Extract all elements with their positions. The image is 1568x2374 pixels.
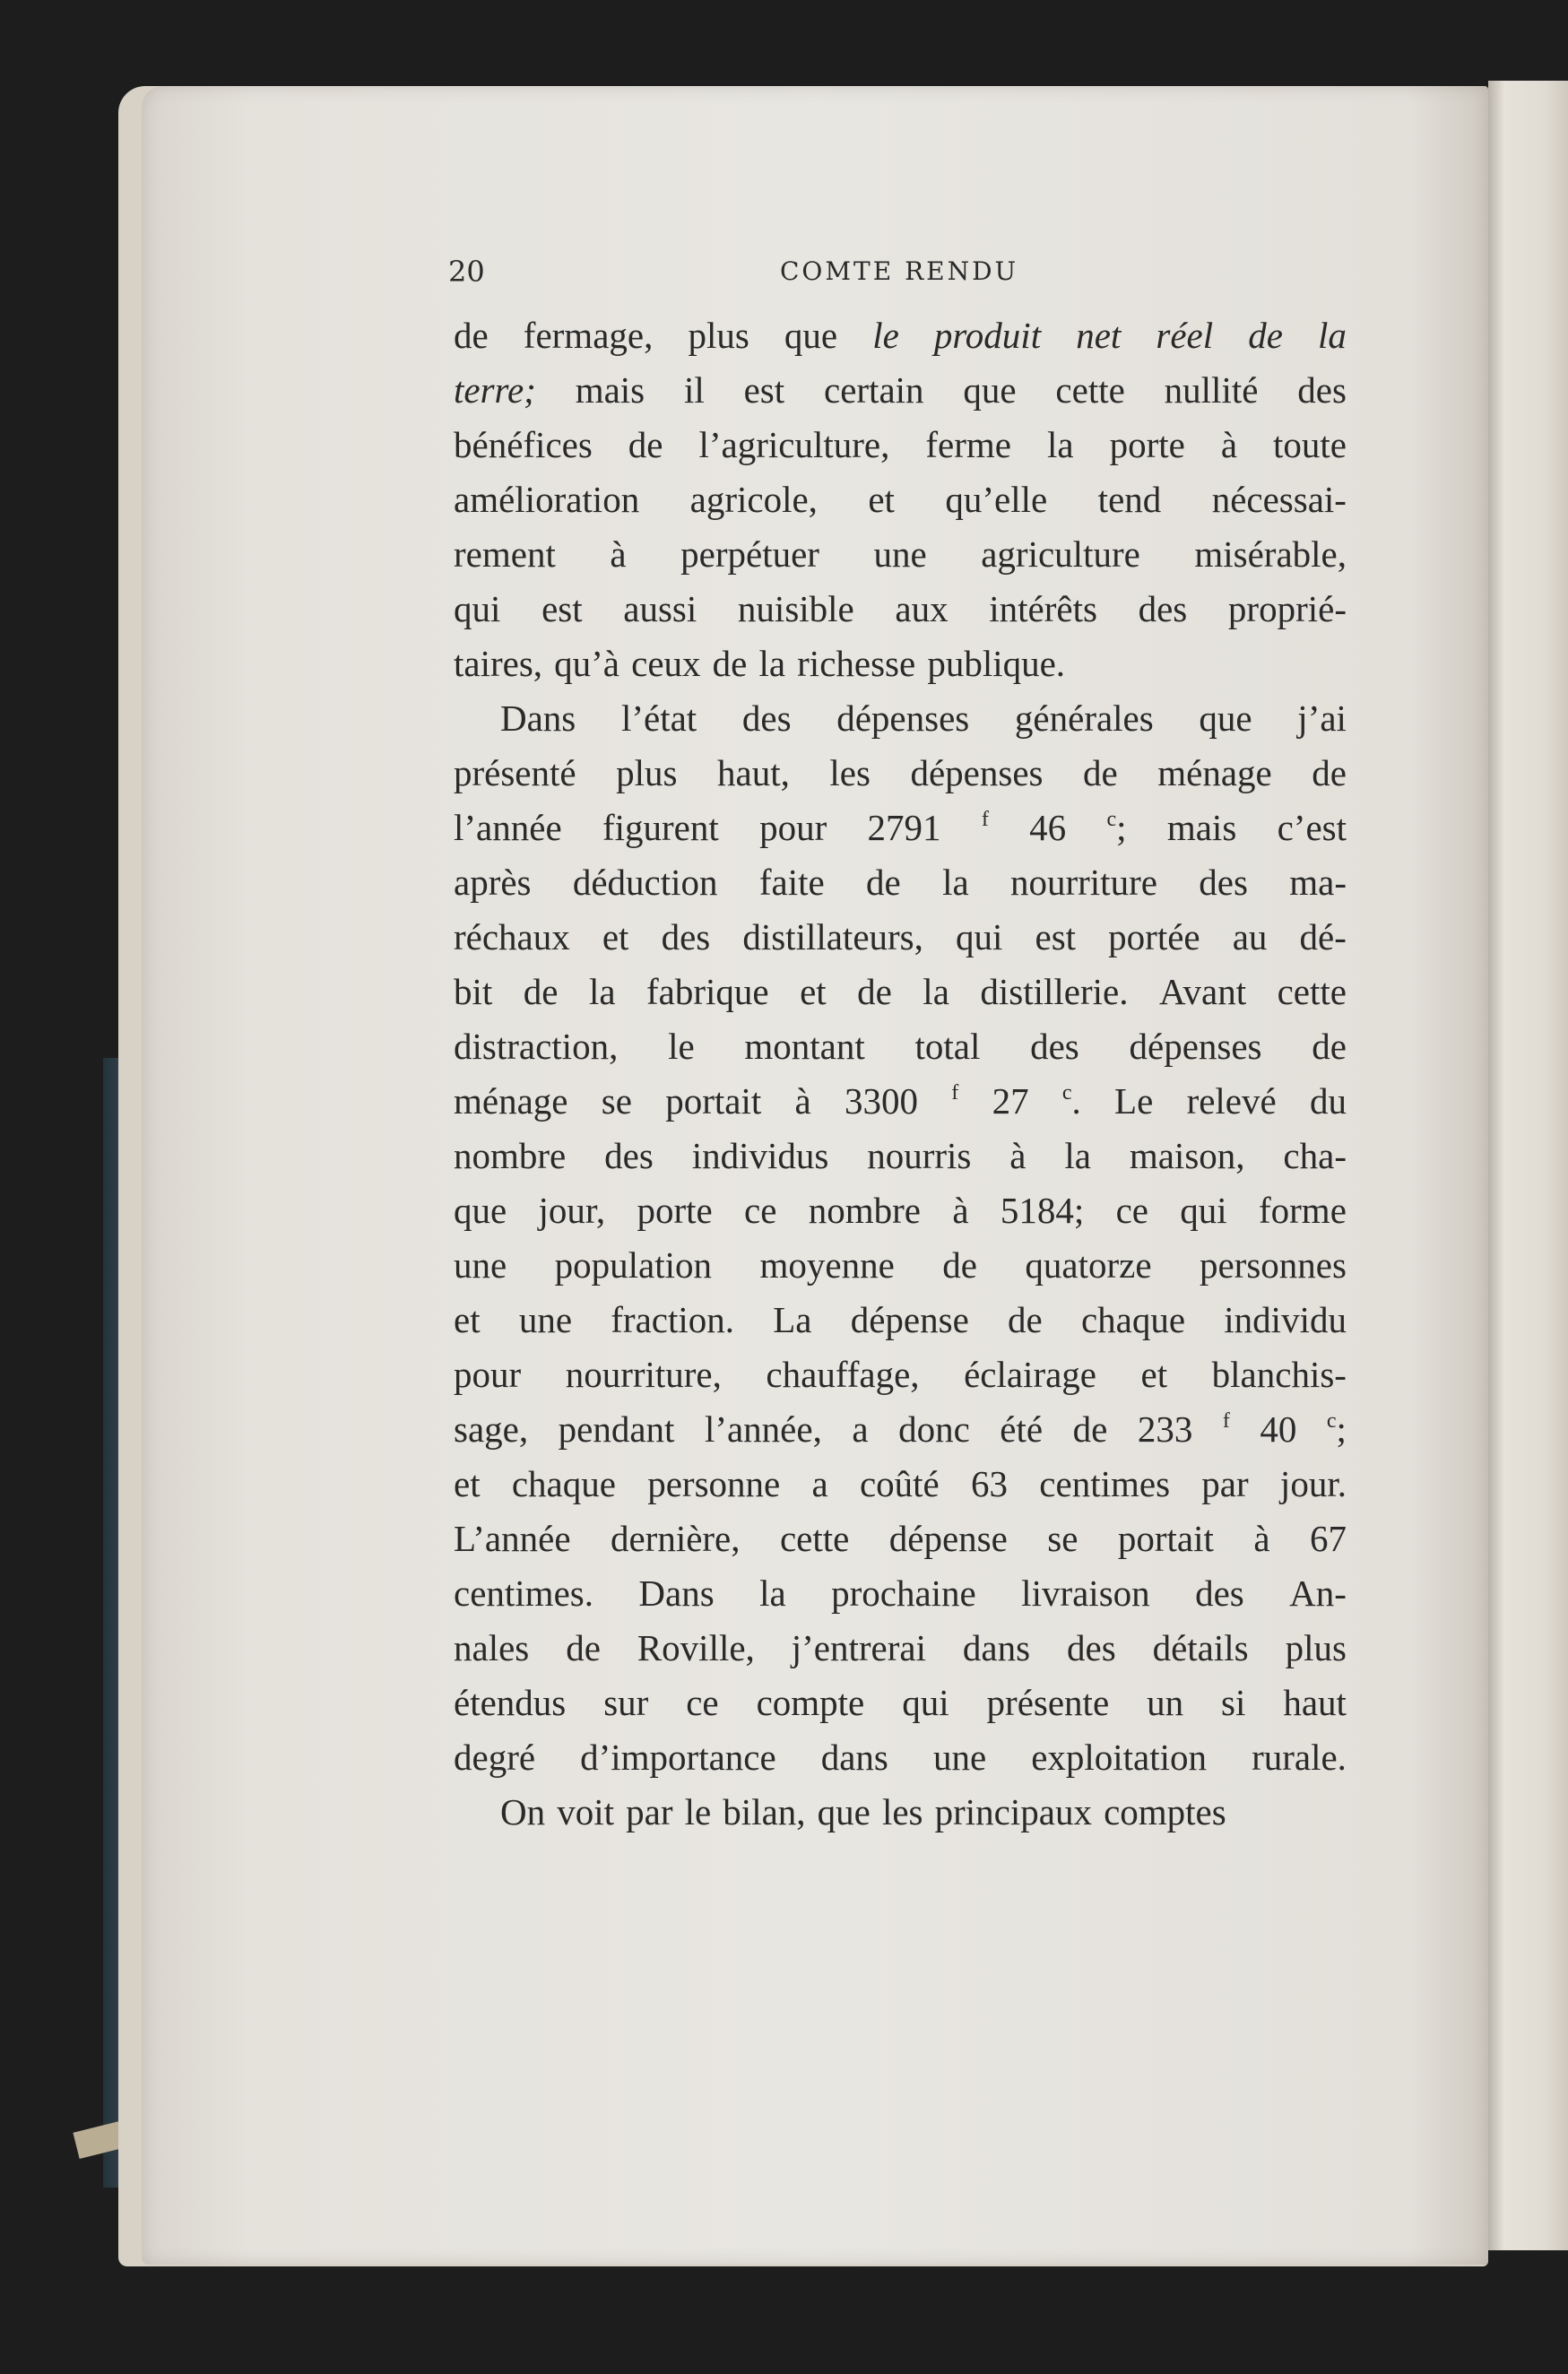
word: publique.	[927, 643, 1066, 684]
word: qui	[454, 588, 501, 629]
word: 233	[1137, 1408, 1193, 1450]
word: des	[604, 1135, 654, 1176]
text-line	[454, 965, 1347, 1019]
word: An-	[1289, 1573, 1347, 1614]
word: haut,	[717, 752, 790, 793]
word: de	[1083, 752, 1118, 793]
word: que	[1199, 697, 1252, 739]
text-line	[454, 1457, 1347, 1512]
word: des	[741, 697, 792, 739]
body-text	[454, 308, 1347, 1840]
word: mais	[1166, 807, 1237, 848]
word: la	[923, 971, 949, 1012]
word: le	[668, 1026, 695, 1067]
word: la	[588, 971, 616, 1012]
word: On	[500, 1791, 546, 1832]
word: ferme	[925, 424, 1011, 465]
text-line	[454, 637, 1347, 691]
word: de	[628, 424, 663, 465]
word: étendus	[454, 1682, 567, 1723]
word: de	[857, 971, 892, 1012]
word: aussi	[623, 588, 697, 629]
word: perpétuer	[680, 533, 819, 575]
word: une	[873, 533, 927, 575]
word: dernière,	[610, 1518, 741, 1559]
word: sage,	[454, 1408, 529, 1450]
word: quatorze	[1025, 1244, 1152, 1286]
word: est	[743, 369, 785, 411]
word: toute	[1273, 424, 1347, 465]
word: produit	[933, 315, 1042, 356]
text-line	[454, 746, 1347, 801]
word: que	[963, 369, 1017, 411]
word: à	[610, 533, 627, 575]
word: à	[1253, 1518, 1270, 1559]
word: des	[1195, 1573, 1244, 1614]
word: une	[932, 1737, 987, 1778]
text-line	[454, 1347, 1347, 1402]
word: cha-	[1283, 1135, 1347, 1176]
word: de	[712, 643, 748, 684]
word: de	[942, 1244, 977, 1286]
word: montant	[744, 1026, 865, 1067]
word: rement	[454, 533, 556, 575]
word: ma-	[1289, 862, 1347, 903]
word: j’entrerai	[791, 1627, 926, 1668]
word: amélioration	[454, 479, 640, 520]
word: compte	[756, 1682, 865, 1723]
word: de	[454, 315, 489, 356]
word: figurent	[602, 807, 719, 848]
word: coûté	[859, 1463, 940, 1504]
word: 5184;	[1000, 1190, 1085, 1231]
word: f	[981, 808, 989, 831]
word: portait	[1117, 1518, 1214, 1559]
word: distillateurs,	[742, 916, 923, 957]
word: 2791	[867, 807, 941, 848]
word: Avant	[1158, 971, 1247, 1012]
word: de	[566, 1627, 601, 1668]
word: taires,	[454, 643, 543, 684]
word: qui	[1180, 1190, 1227, 1231]
word: des	[1138, 588, 1188, 629]
word: dépenses	[1129, 1026, 1262, 1067]
word: de	[1248, 315, 1283, 356]
word: pour	[454, 1354, 522, 1395]
word: déduction	[572, 862, 718, 903]
word: ceux	[631, 643, 701, 684]
text-line	[454, 1730, 1347, 1785]
word: dépense	[850, 1299, 969, 1340]
facing-page-edge	[1488, 81, 1568, 2250]
word: f	[951, 1081, 959, 1105]
word: générales	[1014, 697, 1154, 739]
word: la	[759, 1573, 786, 1614]
word: faite	[758, 862, 825, 903]
text-line	[454, 1785, 1347, 1840]
word: centimes.	[454, 1573, 593, 1614]
word: après	[454, 862, 532, 903]
running-head: COMTE RENDU	[780, 256, 1019, 286]
word: dépense	[888, 1518, 1008, 1559]
word: nécessai-	[1211, 479, 1347, 520]
word: centimes	[1039, 1463, 1171, 1504]
word: cette	[779, 1518, 850, 1559]
word: est	[541, 588, 583, 629]
word: dépenses	[836, 697, 970, 739]
word: et	[800, 971, 827, 1012]
word: ce	[686, 1682, 719, 1723]
word: mais	[575, 369, 645, 411]
word: du	[1309, 1080, 1347, 1122]
word: à	[794, 1080, 811, 1122]
word: misérable,	[1194, 533, 1347, 575]
word: par	[1201, 1463, 1249, 1504]
word: plus	[1285, 1627, 1347, 1668]
word: l’année	[454, 807, 562, 848]
word: rurale.	[1252, 1737, 1347, 1778]
page-number: 20	[448, 255, 485, 289]
word: dans	[962, 1627, 1031, 1668]
word: détails	[1152, 1627, 1249, 1668]
word: fermage,	[523, 315, 654, 356]
word: individu	[1224, 1299, 1347, 1340]
text-line	[454, 1402, 1347, 1457]
text-line	[454, 855, 1347, 910]
word: personnes	[1199, 1244, 1347, 1286]
word: portée	[1108, 916, 1200, 957]
word: plus	[688, 315, 749, 356]
word: d’importance	[580, 1737, 776, 1778]
text-line	[454, 527, 1347, 582]
word: degré	[454, 1737, 536, 1778]
text-line	[454, 1129, 1347, 1183]
word: à	[1220, 424, 1238, 465]
word: blanchis-	[1211, 1354, 1347, 1395]
word: 40	[1260, 1408, 1297, 1450]
word: jour,	[538, 1190, 606, 1231]
word: ménage	[454, 1080, 568, 1122]
word: présente	[986, 1682, 1110, 1723]
word: ce	[1115, 1190, 1148, 1231]
word: Le	[1114, 1080, 1154, 1122]
word: nourris	[867, 1135, 972, 1176]
text-line	[454, 1074, 1347, 1129]
word: plus	[616, 752, 678, 793]
word: de	[1072, 1408, 1108, 1450]
word: chauffage,	[766, 1354, 920, 1395]
word: porte	[637, 1190, 713, 1231]
word: des	[1030, 1026, 1079, 1067]
word: qui	[902, 1682, 949, 1723]
text-line	[454, 910, 1347, 965]
word: il	[683, 369, 705, 411]
word: tend	[1097, 479, 1162, 520]
word: voit	[557, 1791, 615, 1832]
word: distraction,	[454, 1026, 619, 1067]
word: jour.	[1279, 1463, 1347, 1504]
word: population	[554, 1244, 713, 1286]
word: de	[1312, 1026, 1347, 1067]
text-line	[454, 418, 1347, 472]
word: des	[661, 916, 711, 957]
word: la	[1046, 424, 1074, 465]
word: le	[872, 315, 899, 356]
word: sur	[603, 1682, 649, 1723]
word: de	[1312, 752, 1347, 793]
word: les	[881, 1791, 923, 1832]
word: haut	[1283, 1682, 1347, 1723]
word: L’année	[454, 1518, 571, 1559]
word: et	[454, 1463, 481, 1504]
page-header	[0, 255, 1568, 294]
word: réchaux	[454, 916, 570, 957]
word: est	[1035, 916, 1077, 957]
word: à	[1009, 1135, 1027, 1176]
word: 67	[1309, 1518, 1347, 1559]
word: nombre	[454, 1135, 567, 1176]
word: nourriture	[1009, 862, 1157, 903]
word: et	[454, 1299, 481, 1340]
word: c’est	[1277, 807, 1347, 848]
word: aux	[895, 588, 949, 629]
word: La	[773, 1299, 812, 1340]
word: total	[914, 1026, 981, 1067]
word: Roville,	[637, 1627, 755, 1668]
word: nombre	[808, 1190, 922, 1231]
text-line	[454, 1293, 1347, 1347]
word: a	[811, 1463, 828, 1504]
word: été	[1000, 1408, 1044, 1450]
word: éclairage	[964, 1354, 1096, 1395]
word: bilan,	[723, 1791, 806, 1832]
word: proprié-	[1227, 588, 1347, 629]
text-line	[454, 308, 1347, 363]
word: nales	[454, 1627, 530, 1668]
word: se	[601, 1080, 632, 1122]
word: individus	[691, 1135, 829, 1176]
word: chaque	[1080, 1299, 1186, 1340]
word: de	[866, 862, 901, 903]
word: pendant	[558, 1408, 675, 1450]
word: 27	[992, 1080, 1029, 1122]
word: 3300	[845, 1080, 918, 1122]
word: de	[1008, 1299, 1043, 1340]
word: ce	[744, 1190, 777, 1231]
word: au	[1232, 916, 1268, 957]
word: que	[784, 315, 838, 356]
word: la	[758, 643, 786, 684]
word: la	[1064, 1135, 1091, 1176]
word: que	[454, 1190, 507, 1231]
word: dans	[820, 1737, 888, 1778]
word: le	[684, 1791, 712, 1832]
text-line	[454, 801, 1347, 855]
word: par	[626, 1791, 673, 1832]
word: distillerie.	[980, 971, 1129, 1012]
word: fraction.	[611, 1299, 734, 1340]
word: certain	[824, 369, 924, 411]
word: les	[829, 752, 871, 793]
word: 46	[1029, 807, 1067, 848]
word: à	[952, 1190, 969, 1231]
word: que	[817, 1791, 871, 1832]
word: nullité	[1164, 369, 1259, 411]
word: une	[518, 1299, 573, 1340]
word: et	[602, 916, 629, 957]
word: $^c$;	[1106, 807, 1127, 848]
word: comptes	[1104, 1791, 1226, 1832]
text-line	[454, 1019, 1347, 1074]
word: réel	[1156, 315, 1214, 356]
word: richesse	[797, 643, 916, 684]
word: a	[852, 1408, 869, 1450]
word: la	[942, 862, 969, 903]
word: $^c$;	[1326, 1408, 1347, 1450]
word: dé-	[1299, 916, 1347, 957]
text-line	[454, 691, 1347, 746]
word: f	[1222, 1409, 1230, 1433]
word: la	[1318, 315, 1347, 356]
word: forme	[1259, 1190, 1347, 1231]
word: et	[1140, 1354, 1168, 1395]
word: une	[454, 1244, 507, 1286]
text-line	[454, 1183, 1347, 1238]
word: donc	[898, 1408, 970, 1450]
word: pour	[759, 807, 827, 848]
word: des	[1199, 862, 1248, 903]
word: nourriture,	[565, 1354, 722, 1395]
word: Dans	[638, 1573, 715, 1614]
word: se	[1047, 1518, 1079, 1559]
word: relevé	[1186, 1080, 1277, 1122]
word: porte	[1109, 424, 1185, 465]
text-line	[454, 1238, 1347, 1293]
word: net	[1076, 315, 1122, 356]
word: et	[868, 479, 895, 520]
word: bit	[454, 971, 493, 1012]
word: exploitation	[1031, 1737, 1208, 1778]
word: livraison	[1021, 1573, 1150, 1614]
word: un	[1147, 1682, 1184, 1723]
word: cette	[1055, 369, 1125, 411]
word: nuisible	[737, 588, 854, 629]
word: agriculture	[981, 533, 1140, 575]
word: l’état	[620, 697, 697, 739]
word: principaux	[934, 1791, 1092, 1832]
word: présenté	[454, 752, 576, 793]
word: agricole,	[689, 479, 818, 520]
text-line	[454, 1512, 1347, 1566]
text-line	[454, 1676, 1347, 1730]
word: qu’elle	[945, 479, 1048, 520]
word: personne	[647, 1463, 781, 1504]
word: l’agriculture,	[698, 424, 890, 465]
word: si	[1221, 1682, 1246, 1723]
word: terre;	[454, 369, 536, 411]
word: j’ai	[1297, 697, 1347, 739]
word: l’année,	[704, 1408, 822, 1450]
text-line	[454, 1621, 1347, 1676]
word: $^c$.	[1061, 1080, 1081, 1122]
text-line	[454, 472, 1347, 527]
word: fabrique	[646, 971, 769, 1012]
word: chaque	[511, 1463, 616, 1504]
word: Dans	[500, 697, 576, 739]
word: qu’à	[554, 643, 620, 684]
word: cette	[1277, 971, 1347, 1012]
text-line	[454, 363, 1347, 418]
word: ménage	[1157, 752, 1272, 793]
word: intérêts	[989, 588, 1097, 629]
word: dépenses	[910, 752, 1044, 793]
word: maison,	[1129, 1135, 1245, 1176]
word: des	[1067, 1627, 1116, 1668]
word: prochaine	[831, 1573, 976, 1614]
text-line	[454, 1566, 1347, 1621]
text-line	[454, 582, 1347, 637]
word: 63	[971, 1463, 1009, 1504]
word: qui	[956, 916, 1003, 957]
word: bénéfices	[454, 424, 593, 465]
word: moyenne	[759, 1244, 895, 1286]
word: des	[1297, 369, 1347, 411]
word: de	[523, 971, 559, 1012]
word: portait	[665, 1080, 762, 1122]
